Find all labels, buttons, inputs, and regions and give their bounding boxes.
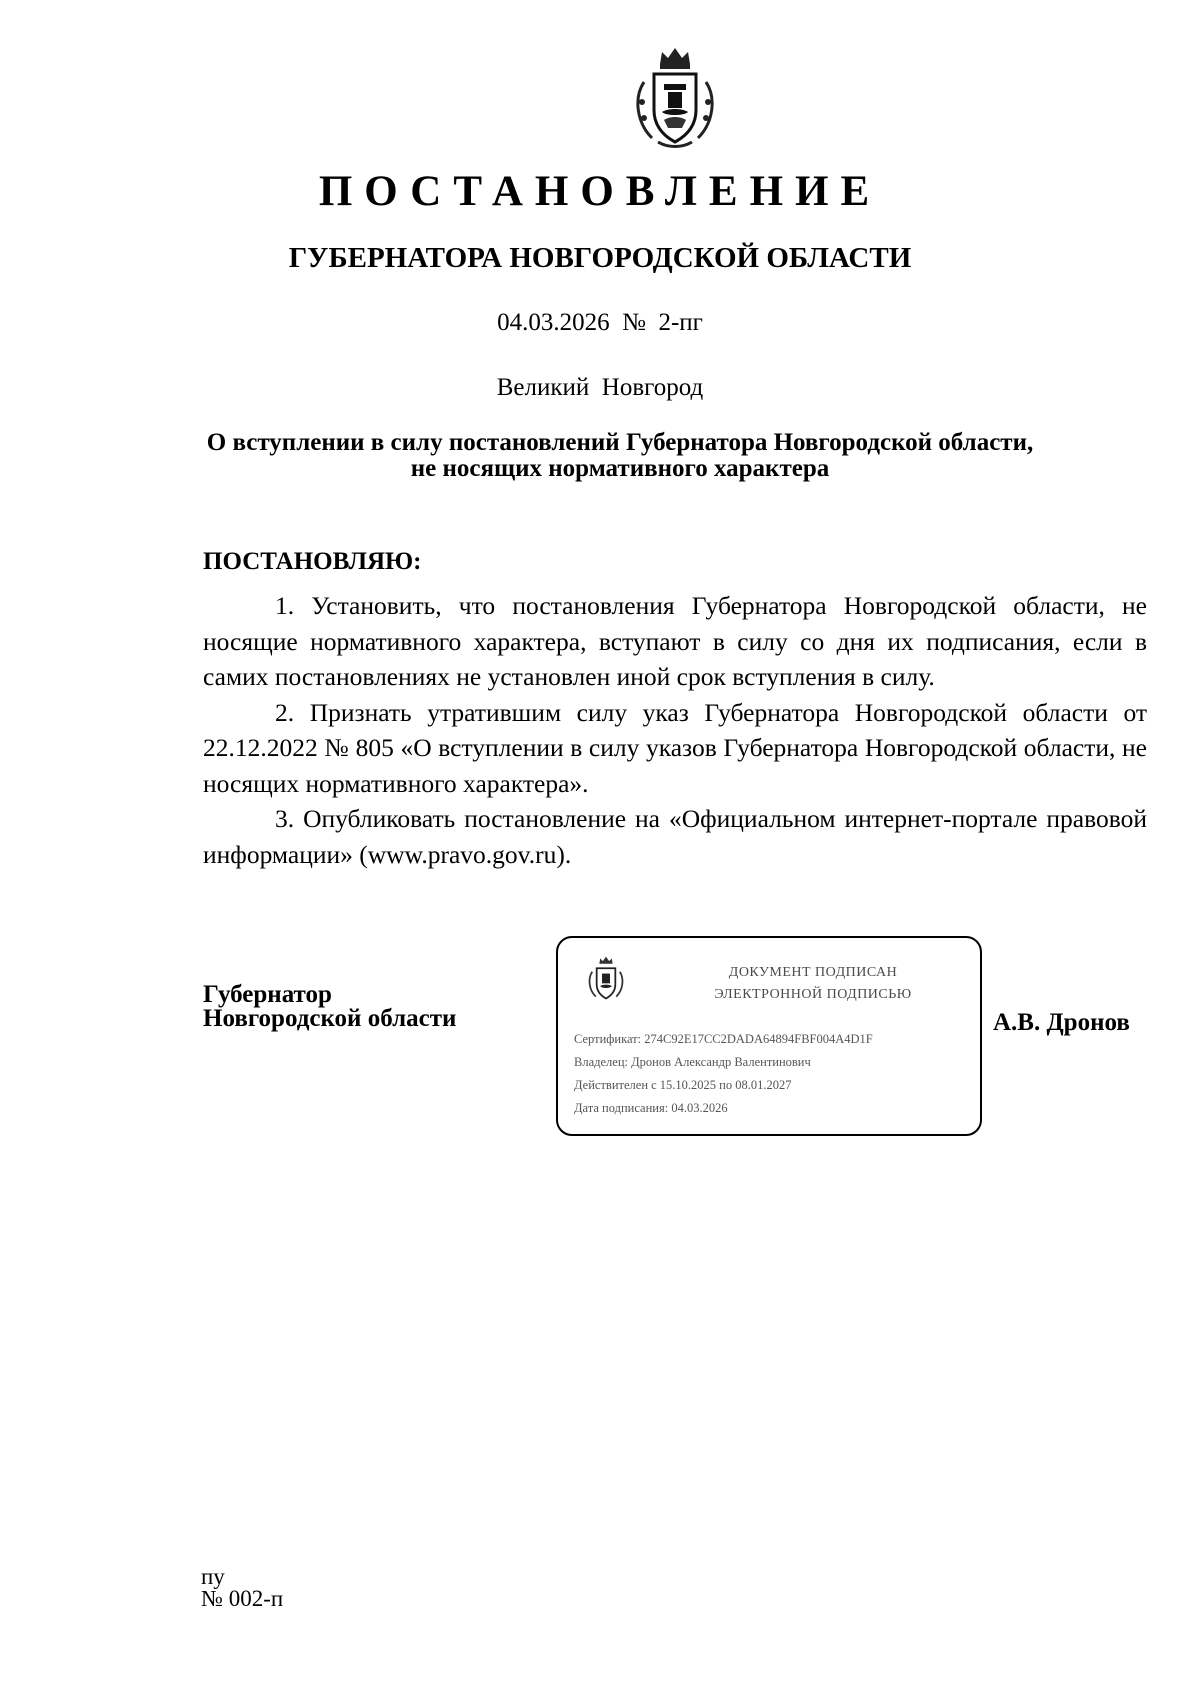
paragraph-3: 3. Опубликовать постановление на «Официальном интернет-портале правовой информации» (www.pravo.gov.ru). [203,804,1147,869]
heading-line-2: не носящих нормативного характера [410,455,830,482]
document-heading [180,430,1060,482]
stamp-header-line-1: ДОКУМЕНТ ПОДПИСАН [728,965,898,980]
footer-note [201,1566,283,1610]
document-body [203,588,1147,872]
stamp-header-line-2: ЭЛЕКТРОННОЙ ПОДПИСЬЮ [714,987,912,1002]
footer-line-2: № 002-п [201,1586,284,1611]
date-and-number: 04.03.2026 № 2-пг [497,309,703,336]
stamp-coat-of-arms-icon [586,954,626,1002]
signatory-role-line-2: Новгородской области [203,1005,457,1032]
stamp-validity: Действителен с 15.10.2025 по 08.01.2027 [574,1078,792,1092]
footer-line-1: пу [201,1564,225,1589]
signatory-role [203,983,456,1031]
stamp-header [648,962,978,1006]
stamp-owner: Владелец: Дронов Александр Валентинович [574,1055,811,1069]
document-title: ПОСТАНОВЛЕНИЕ [318,168,882,215]
signatory-role-line-1: Губернатор [203,981,332,1008]
coat-of-arms-icon [630,42,720,150]
heading-line-1: О вступлении в силу постановлений Губернатора Новгородской области, [206,429,1034,456]
document-subtitle: ГУБЕРНАТОРА НОВГОРОДСКОЙ ОБЛАСТИ [288,242,912,274]
stamp-certificate: Сертификат: 274C92E17CC2DADA64894FBF004A4D1F [574,1032,873,1046]
city-name: Великий Новгород [496,374,704,401]
signatory-name: А.В. Дронов [993,1009,1130,1036]
paragraph-1: 1. Установить, что постановления Губернатора Новгородской области, не носящие нормативного характера, вступают в силу со дня их подписания, если в самих постановлениях не установлен иной срок вступления в силу. [203,591,1147,691]
stamp-signed-date: Дата подписания: 04.03.2026 [574,1101,728,1115]
paragraph-2: 2. Признать утратившим силу указ Губернатора Новгородской области от 22.12.2022 № 805 «О вступлении в силу указов Губернатора Новгородской области, не носящих нормативного характера». [203,697,1147,798]
electronic-signature-stamp [556,936,982,1136]
decree-word: ПОСТАНОВЛЯЮ: [203,548,422,575]
